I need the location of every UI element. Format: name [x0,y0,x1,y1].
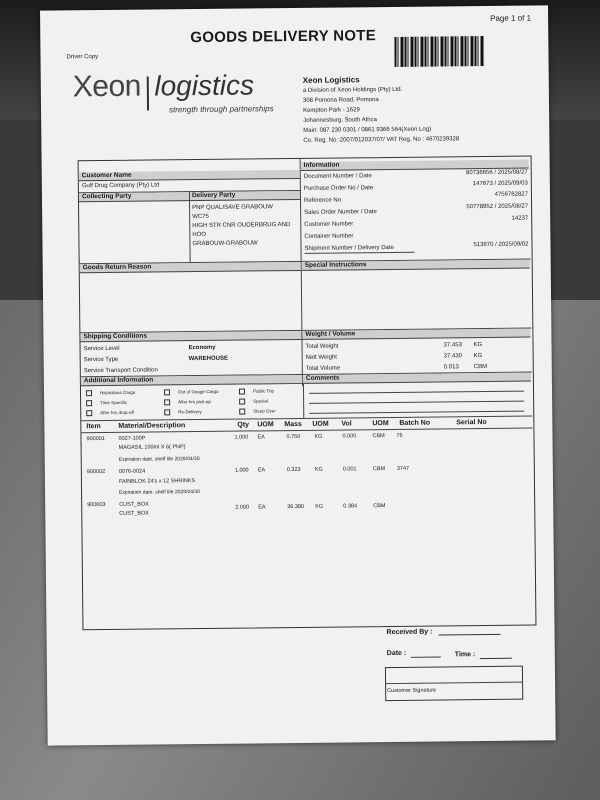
item-description: CUST_BOX [119,510,149,517]
shipping-label: Service Level [83,345,120,353]
info-label: Shipment Number / Delivery Date [304,244,394,252]
item-description: FAINBLOK 24's x 12 SHRINKS [118,478,196,485]
info-value: 80736656 / 2025/08/27 [465,169,528,177]
weight-value: 37.453 [443,342,462,349]
weight-value: 37.430 [443,353,463,360]
address-line: 308 Pomona Road, Pomona [302,97,379,104]
goods-return-header: Goods Return Reason [80,262,301,273]
item-mass-uom: KG [314,433,323,440]
shipping-label: Service Type [83,356,119,364]
item-qty: 1.000 [234,434,249,441]
option-after-hrs-pickup[interactable]: After hrs pick-up [164,399,211,405]
option-re-delivery[interactable]: Re-Delivery [164,409,202,415]
weight-unit: CBM [473,363,488,371]
signature-label: Customer Signature [387,687,437,695]
checkbox[interactable] [164,399,170,405]
delivery-party-header: Delivery Party [189,191,300,201]
item-qty: 2.000 [235,504,250,511]
item-mass: 36.380 [287,503,305,511]
weight-label: Nett Weight [305,354,337,361]
logo-xeon: Xeon [72,69,142,104]
checkbox[interactable] [86,400,92,406]
col-vol-uom: UOM [372,420,389,428]
col-mass: Mass [284,420,302,429]
item-description: MAGASIL 100ml X 6( PNP) [118,444,186,451]
address-line: Johannesburg, South Africa [303,117,377,124]
address-line: Kempton Park - 1629 [303,107,360,114]
item-batch: 3747 [396,465,410,472]
checkbox[interactable] [239,389,245,395]
item-uom: EA [258,504,266,511]
item-uom: EA [257,467,266,474]
item-mass-uom: KG [315,503,324,510]
item-mass: 0.750 [286,433,301,441]
comments-header: Comments [303,373,531,384]
col-serial: Serial No [456,419,487,427]
address-line: Co. Reg. No :2007/012037/07/ VAT Reg. No : 4670239328 [303,136,460,144]
info-label: Container Number [304,233,354,240]
info-label: Sales Order Number / Date [304,209,377,216]
barcode [394,36,484,67]
checkbox[interactable] [239,409,245,415]
item-vol-uom: CBM [372,433,385,440]
received-by-line[interactable] [439,634,501,636]
info-label: Reference No [303,197,342,204]
weight-volume-header: Weight / Volume [302,329,530,340]
item-material: 0076-0024 [118,468,146,475]
company-address [303,74,460,146]
date-label: Date : [386,649,407,658]
option-time-specific[interactable]: Time Specific [86,400,127,406]
item-batch: 76 [396,432,403,439]
info-label: Document Number / Date [303,173,372,180]
weight-value: 0.013 [443,364,459,371]
col-material: Material/Description [118,422,186,430]
item-material: CUST_BOX [119,501,149,508]
item-material: 0027-100P [118,435,146,442]
item-number: 900002 [86,469,106,476]
option-after-hrs-dropoff[interactable]: After hrs drop-off [86,410,134,416]
item-number: 900001 [86,436,105,443]
address-line: a Division of Xeon Holdings (Pty) Ltd. [302,86,403,94]
received-by-label: Received By : [386,628,433,637]
customer-name-header: Customer Name [79,170,300,181]
delivery-party-address: PNP QUALISAVE GRABOUW WC75 HIGH STR CNR OUDERBRUG AND HOO GRABOUW-GRABOUW [192,204,291,248]
item-vol: 0.001 [342,466,357,473]
checkbox[interactable] [86,390,92,396]
shipping-value: Economy [188,344,216,352]
weight-unit: KG [473,353,483,360]
copy-label: Driver Copy [66,54,99,61]
item-vol: 0.384 [343,503,358,510]
item-note: Expiration date, shelf life 2028/04/30 [118,456,200,463]
page-number: Page 1 of 1 [490,13,532,23]
item-number: 900003 [87,502,106,509]
item-mass: 0.323 [286,466,301,474]
info-label: Customer Number [304,221,354,228]
document-title: GOODS DELIVERY NOTE [190,27,377,47]
weight-unit: KG [473,342,483,349]
date-line[interactable] [411,656,441,657]
item-mass-uom: KG [314,466,323,473]
collecting-party-header: Collecting Party [79,192,189,202]
checkbox[interactable] [86,410,92,416]
checkbox[interactable] [164,409,170,415]
time-line[interactable] [480,658,512,659]
checkbox[interactable] [239,399,245,405]
item-qty: 1.000 [234,467,249,474]
shipping-conditions-header: Shipping Conditions [80,331,301,342]
option-public-trip[interactable]: Public Trip [239,388,274,394]
shipping-label: Service Transport Condition [83,367,158,375]
logo-logistics: logistics [154,69,255,102]
item-uom: EA [257,434,265,441]
option-hazardous-cargo[interactable]: Hazardous Cargo [86,390,135,397]
delivery-note-document [40,5,556,745]
time-label: Time : [454,651,476,659]
item-vol: 0.000 [342,433,357,440]
col-batch: Batch No [399,419,431,427]
company-name: Xeon Logistics [302,75,360,85]
col-uom: UOM [257,421,274,429]
info-label: Purchase Order No / Date [303,185,374,192]
info-value: 4756762827 [494,191,528,198]
shipping-value: WAREHOUSE [188,355,229,363]
tagline: strength through partnerships [169,104,274,115]
weight-label: Total Weight [305,343,339,350]
info-value: 513670 / 2025/09/02 [473,241,529,249]
address-line: Main: 087 230 0301 / 0861 9366 564(Xeon Log) [303,126,432,134]
additional-info-header: Additional Information [81,375,302,386]
option-out-of-gauge[interactable]: Out of Gauge Cargo [164,389,219,396]
customer-name: Gulf Drug Company (Pty) Ltd [81,182,160,190]
info-value: 14237 [511,215,529,222]
info-value: 147673 / 2025/09/03 [472,180,528,188]
checkbox[interactable] [164,389,170,395]
weight-label: Total Volume [305,365,341,372]
item-note: Expiration date, shelf life 2028/04/30 [119,489,200,496]
option-special[interactable]: Special [239,398,268,404]
information-header: Information [301,160,529,171]
col-vol: Vol [341,420,352,428]
special-instructions-header: Special Instructions [302,260,530,271]
item-vol-uom: CBM [372,466,386,473]
col-qty: Qty [237,421,250,429]
col-item: Item [86,423,101,431]
item-vol-uom: CBM [373,503,386,510]
col-mass-uom: UOM [312,420,329,428]
option-sleep-over[interactable]: Sleep Over [239,408,276,414]
info-value: 50778952 / 2025/08/27 [466,203,529,211]
